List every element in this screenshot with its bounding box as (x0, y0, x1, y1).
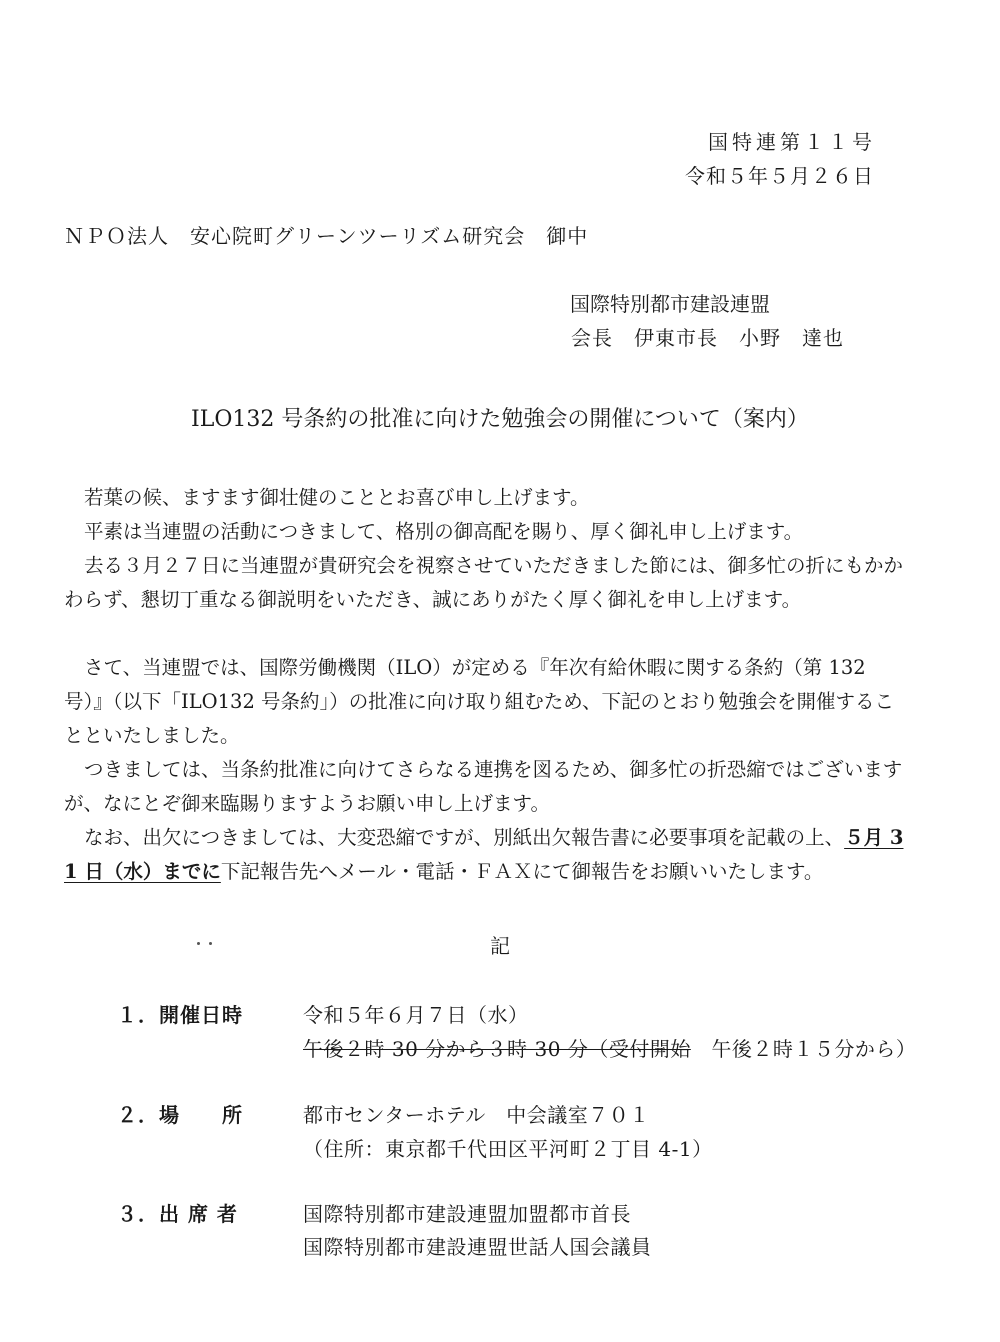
body-paragraph-greeting: 若葉の候、ますます御壮健のこととお喜び申し上げます。 (84, 486, 590, 509)
document-title: ILO132 号条約の批准に向けた勉強会の開催について（案内） (191, 407, 809, 432)
body-paragraph-attendance (64, 821, 906, 889)
item-value-venue: 都市センターホテル 中会議室７０１ (303, 1103, 650, 1127)
item-value-address: （住所：東京都千代田区平河町２丁目 4-1） (303, 1137, 713, 1161)
sender-organization: 国際特別都市建設連盟 (570, 292, 770, 316)
item-value-attendees-2: 国際特別都市建設連盟世話人国会議員 (303, 1235, 652, 1259)
body-paragraph-visit: 去る３月２７日に当連盟が貴研究会を視察させていただきました節には、御多忙の折にもかかわらず、懇切丁重なる御説明をいただき、誠にありがたく厚く御礼を申し上げます。 (64, 554, 904, 611)
body-paragraph-thanks: 平素は当連盟の活動につきまして、格別の御高配を賜り、厚く御礼申し上げます。 (84, 520, 804, 543)
body-paragraph-purpose: さて、当連盟では、国際労働機関（ILO）が定める『年次有給休暇に関する条約（第 132 号）』（以下「ILO132 号条約」）の批准に向け取り組むため、下記のとおり勉強会を開催することといたしました。 (64, 656, 895, 747)
document-number: 国特連第１１号 (708, 130, 876, 154)
document-date: 令和５年５月２６日 (685, 164, 874, 188)
item-value-date: 令和５年６月７日（水） (303, 1003, 529, 1027)
item-label-attendees: ３．出 席 者 (117, 1202, 238, 1226)
time-text: 午後２時１５分から） (690, 1037, 917, 1061)
item-value-time (303, 1033, 916, 1062)
sender-president: 会長 伊東市長 小野 達也 (571, 326, 844, 350)
body-paragraph-request: つきましては、当条約批准に向けてさらなる連携を図るため、御多忙の折恐縮ではございますが、なにとぞ御来臨賜りますようお願い申し上げます。 (64, 758, 903, 815)
attendance-text-before: なお、出欠につきましては、大変恐縮ですが、別紙出欠報告書に必要事項を記載の上、 (84, 826, 845, 849)
item-value-attendees-1: 国際特別都市建設連盟加盟都市首長 (303, 1202, 631, 1226)
item-label-datetime: １．開催日時 (117, 1003, 243, 1027)
struck-time-text: 午後２時 30 分から３時 30 分（受付開始 (303, 1037, 691, 1061)
attendance-deadline: ５月 31 日（水）までに (64, 826, 904, 883)
item-label-venue: ２．場 所 (117, 1103, 243, 1127)
addressee: ＮＰＯ法人 安心院町グリーンツーリズム研究会 御中 (64, 224, 589, 248)
attendance-text-after: 下記報告先へメール・電話・ＦＡＸにて御報告をお願いいたします。 (220, 860, 824, 883)
ki-heading: 記 (490, 934, 510, 958)
